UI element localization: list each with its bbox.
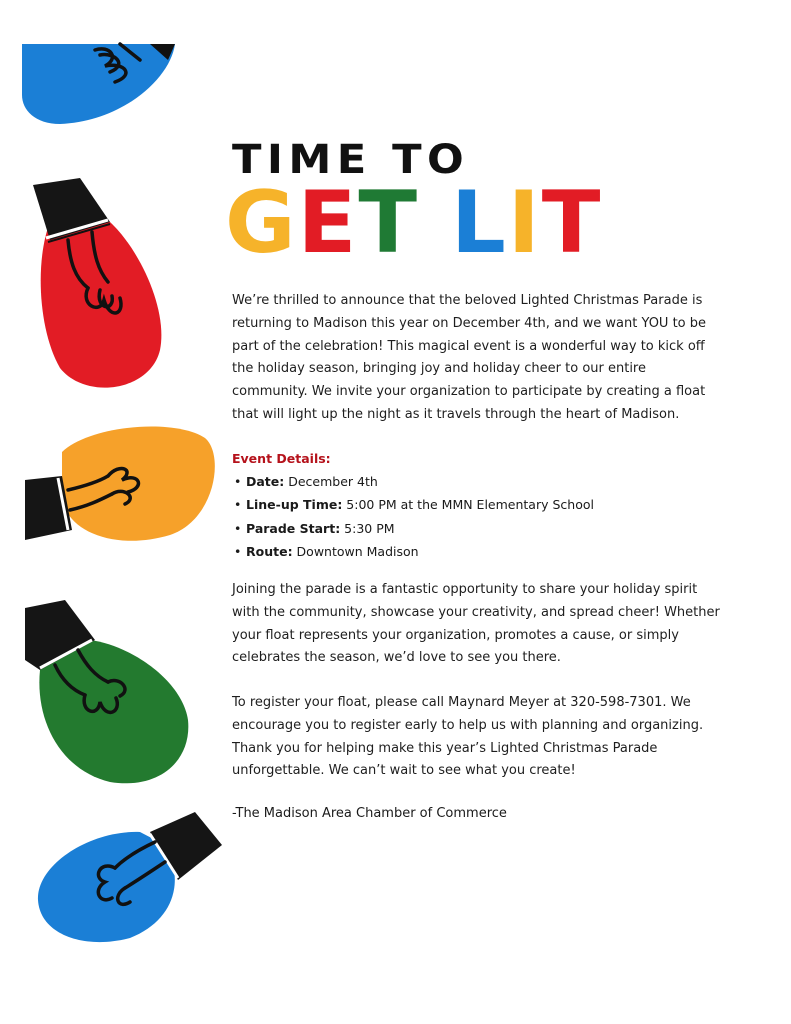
headline-letter: G (225, 173, 298, 273)
event-details-title: Event Details: (232, 451, 331, 466)
christmas-lights-decoration (0, 0, 240, 1024)
detail-route (232, 540, 594, 563)
intro-paragraph: We’re thrilled to announce that the beloved Lighted Christmas Parade is returning to Madison this year on December 4th, and we want YOU to be part of the celebration! This magical event is a wonderful way to kick off the holiday season, bringing joy and holiday cheer to our entire community. We invite your organization to participate by creating a float that will light up the night as it travels through the heart of Madison. (232, 293, 707, 422)
headline-letter: E (297, 173, 359, 273)
event-details-list (232, 470, 594, 563)
headline-letter: L (450, 173, 508, 273)
detail-label: Line-up Time: (246, 497, 343, 513)
red-bulb-icon (33, 178, 161, 388)
blue-bulb-bottom-icon (38, 812, 222, 942)
detail-value: December 4th (284, 474, 378, 489)
detail-label: Parade Start: (246, 520, 341, 536)
headline-letter: I (507, 173, 542, 273)
detail-lineup-time (232, 493, 594, 516)
detail-value: 5:30 PM (340, 520, 395, 536)
registration-paragraph: To register your float, please call Maynard Meyer at 320-598-7301. We encourage you to register early to help us with planning and organizing. Thank you for helping make this year’s Lighted Christmas Parade unforgettable. We can’t wait to see what you create! (232, 695, 704, 779)
detail-label: Route: (246, 543, 293, 559)
headline-letter (419, 180, 451, 266)
green-bulb-icon (25, 600, 188, 783)
orange-bulb-icon (25, 427, 215, 541)
headline-get-lit (225, 173, 603, 273)
headline-letter: T (541, 173, 603, 273)
detail-label: Date: (246, 474, 285, 489)
detail-date (232, 470, 594, 493)
opportunity-paragraph: Joining the parade is a fantastic opportunity to share your holiday spirit with the community, showcase your creativity, and spread cheer! Whether your float represents your organization, promotes a cause, or simply celebrates the season, we’d love to see you there. (232, 582, 720, 666)
blue-bulb-icon (22, 44, 175, 124)
detail-value: Downtown Madison (292, 543, 419, 559)
detail-parade-start (232, 517, 594, 540)
signoff: -The Madison Area Chamber of Commerce (232, 806, 507, 821)
headline-time-to: TIME TO (232, 137, 470, 183)
detail-value: 5:00 PM at the MMN Elementary School (342, 497, 594, 513)
headline-letter: T (358, 173, 420, 273)
